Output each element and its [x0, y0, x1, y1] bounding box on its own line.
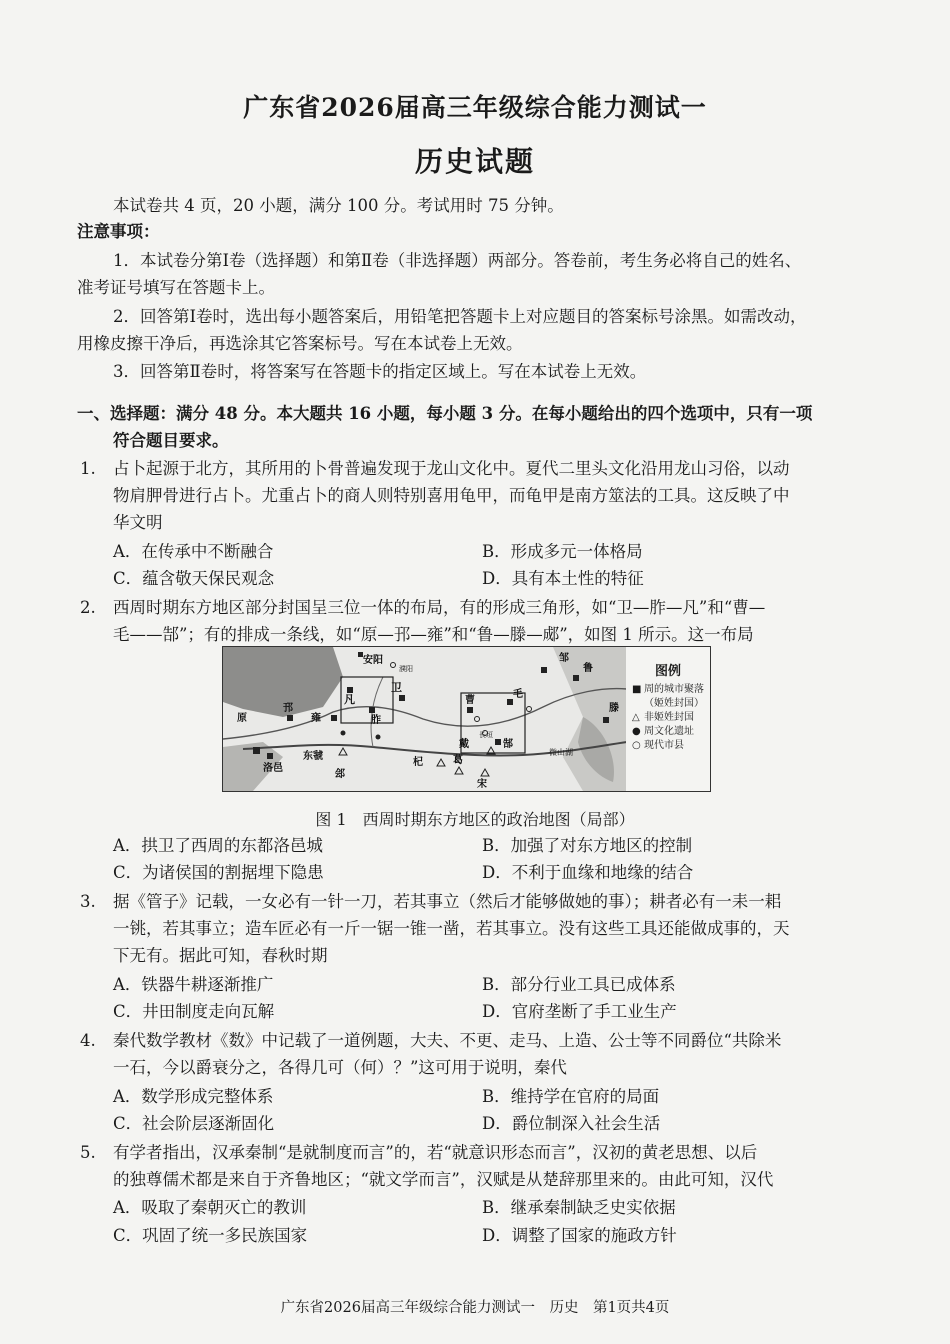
city-marker [267, 753, 273, 759]
question-3-option-c[interactable]: C．井田制度走向瓦解 [113, 1002, 275, 1021]
map-label-gao: 郜 [503, 739, 513, 750]
city-marker [331, 715, 337, 721]
map-label-puyang: 濮阳 [399, 665, 413, 673]
map-label-yu: 邘 [283, 703, 293, 714]
intro-text: 本试卷共 4 页，20 小题，满分 100 分。考试用时 75 分钟。 [113, 196, 564, 215]
question-1-option-d[interactable]: D．具有本土性的特征 [482, 569, 644, 588]
question-1-stem-line: 华文明 [113, 513, 163, 532]
question-3-stem-line: 下无有。据此可知，春秋时期 [113, 946, 328, 965]
question-2-option-a[interactable]: A．拱卫了西周的东都洛邑城 [113, 836, 323, 855]
section-heading-line-1: 一、选择题：满分 48 分。本大题共 16 小题，每小题 3 分。在每小题给出的四个选项中，只有一项 [77, 404, 813, 423]
legend-item: ● 周文化遗址 [632, 726, 694, 737]
question-3-option-b[interactable]: B．部分行业工具已成体系 [482, 975, 676, 994]
question-4-option-b[interactable]: B．维持学在官府的局面 [482, 1087, 660, 1106]
city-marker [253, 747, 260, 754]
non-ji-marker [481, 769, 489, 776]
question-5-option-c[interactable]: C．巩固了统一多民族国家 [113, 1226, 308, 1245]
map-label-qi: 杞 [413, 757, 423, 768]
non-ji-marker [339, 748, 347, 755]
legend-item: ■ 周的城市聚落 [632, 684, 704, 695]
question-2-stem-line: 毛——郜”；有的排成一条线，如“原—邘—雍”和“鲁—滕—郕”，如图 1 所示。这一布局 [113, 625, 754, 644]
question-1-option-b[interactable]: B．形成多元一体格局 [482, 542, 643, 561]
question-5-stem-line: 有学者指出，汉承秦制“是就制度而言”的，若“就意识形态而言”，汉初的黄老思想、以后 [113, 1143, 758, 1162]
question-5-option-a[interactable]: A．吸取了秦朝灭亡的教训 [113, 1198, 307, 1217]
city-marker [467, 707, 473, 713]
map-label-wei: 卫 [391, 681, 402, 694]
section-heading-line-2: 符合题目要求。 [113, 431, 229, 450]
exam-subtitle: 历史试题 [414, 145, 535, 178]
question-4-stem-line: 秦代数学教材《数》中记载了一道例题，大夫、不更、走马、上造、公士等不同爵位“共除米 [113, 1031, 782, 1050]
notice-2-line-1: 2．回答第Ⅰ卷时，选出每小题答案后，用铅笔把答题卡上对应题目的答案标号涂黑。如需改动， [113, 307, 807, 326]
map-label-dongguo: 东虢 [303, 751, 323, 762]
question-2-option-c[interactable]: C．为诸侯国的割据埋下隐患 [113, 863, 324, 882]
figure-1-map [222, 646, 628, 792]
question-4-option-a[interactable]: A．数学形成完整体系 [113, 1087, 274, 1106]
map-label-lu: 鲁 [583, 663, 593, 674]
legend-item: ○ 现代市县 [632, 740, 684, 751]
legend-title: 图例 [654, 664, 681, 679]
map-label-anyang: 安阳 [363, 655, 383, 666]
question-5-number: 5. [80, 1143, 96, 1162]
question-4-option-c[interactable]: C．社会阶层逐渐固化 [113, 1114, 275, 1133]
map-label-zheng: 郐 [335, 769, 345, 780]
city-marker [495, 739, 501, 745]
non-ji-marker [437, 759, 445, 766]
city-marker [287, 715, 293, 721]
map-label-teng: 滕 [609, 703, 619, 714]
map-label-weishan: 微山湖 [549, 748, 573, 757]
map-svg [223, 647, 627, 791]
question-2-stem-line: 西周时期东方地区部分封国呈三位一体的布局，有的形成三角形，如“卫—胙—凡”和“曹— [113, 598, 766, 617]
map-label-dai: 戴 [459, 739, 469, 750]
page-footer: 广东省2026届高三年级综合能力测试一 历史 第1页共4页 [280, 1300, 670, 1316]
question-1-number: 1. [80, 459, 96, 478]
non-ji-marker [455, 767, 463, 774]
zhou-site-marker [376, 735, 381, 740]
city-marker [399, 695, 405, 701]
question-1-stem-line: 物肩胛骨进行占卜。尤重占卜的商人则特别喜用龟甲，而龟甲是南方筮法的工具。这反映了中 [113, 486, 790, 505]
question-5-option-b[interactable]: B．继承秦制缺乏史实依据 [482, 1198, 676, 1217]
exam-title: 广东省2026届高三年级综合能力测试一 [243, 93, 707, 122]
question-2-option-b[interactable]: B．加强了对东方地区的控制 [482, 836, 693, 855]
legend-item: （姬姓封国） [644, 698, 704, 709]
map-label-zuo: 胙 [371, 715, 381, 726]
notice-1-line-2: 准考证号填写在答题卡上。 [77, 278, 275, 297]
question-2-number: 2. [80, 598, 96, 617]
question-3-stem-line: 据《管子》记载，一女必有一针一刀，若其事立（然后才能够做她的事）；耕者必有一耒一耜 [113, 892, 782, 911]
city-marker [603, 717, 609, 723]
map-label-luoyi: 洛邑 [263, 763, 283, 774]
modern-city-marker [391, 663, 396, 668]
map-legend [626, 646, 711, 792]
map-label-yong: 雍 [311, 713, 321, 724]
question-4-stem-line: 一石，今以爵衰分之，各得几可（何）？”这可用于说明，秦代 [113, 1058, 567, 1077]
question-5-option-d[interactable]: D．调整了国家的施政方针 [482, 1226, 677, 1245]
figure-caption: 图 1 西周时期东方地区的政治地图（局部） [315, 810, 635, 829]
map-label-yuan: 原 [237, 713, 247, 724]
notice-2-line-2: 用橡皮擦干净后，再选涂其它答案标号。写在本试卷上无效。 [77, 334, 523, 353]
city-marker [369, 707, 375, 713]
legend-item: △ 非姬姓封国 [632, 712, 694, 723]
modern-city-marker [475, 717, 480, 722]
zhou-site-marker [341, 731, 346, 736]
question-3-number: 3. [80, 892, 96, 911]
map-label-fan: 凡 [344, 693, 355, 706]
map-label-mao: 毛 [513, 689, 523, 700]
map-label-ge: 葛 [453, 755, 463, 766]
city-marker [573, 675, 579, 681]
city-marker [541, 667, 547, 673]
notice-3-line-1: 3．回答第Ⅱ卷时，将答案写在答题卡的指定区域上。写在本试卷上无效。 [113, 362, 647, 381]
question-3-option-a[interactable]: A．铁器牛耕逐渐推广 [113, 975, 274, 994]
question-2-option-d[interactable]: D．不利于血缘和地缘的结合 [482, 863, 694, 882]
notice-title: 注意事项： [77, 222, 160, 241]
question-1-option-c[interactable]: C．蕴含敬天保民观念 [113, 569, 275, 588]
notice-1-line-1: 1．本试卷分第Ⅰ卷（选择题）和第Ⅱ卷（非选择题）两部分。答卷前，考生务必将自己的姓名、 [113, 251, 802, 270]
question-4-number: 4. [80, 1031, 96, 1050]
question-4-option-d[interactable]: D．爵位制深入社会生活 [482, 1114, 661, 1133]
map-label-changyuan: 长垣 [479, 731, 493, 739]
map-label-zou: 邹 [559, 653, 569, 664]
question-5-stem-line: 的独尊儒术都是来自于齐鲁地区；“就文学而言”，汉赋是从楚辞那里来的。由此可知，汉代 [113, 1170, 774, 1189]
question-1-stem-line: 占卜起源于北方，其所用的卜骨普遍发现于龙山文化中。夏代二里头文化沿用龙山习俗，以动 [113, 459, 790, 478]
question-3-stem-line: 一铫，若其事立；造车匠必有一斤一锯一锥一凿，若其事立。没有这些工具还能做成事的，天 [113, 919, 790, 938]
modern-city-marker [527, 707, 532, 712]
map-label-cao: 曹 [465, 695, 475, 706]
question-3-option-d[interactable]: D．官府垄断了手工业生产 [482, 1002, 677, 1021]
map-label-song: 宋 [477, 779, 487, 790]
question-1-option-a[interactable]: A．在传承中不断融合 [113, 542, 274, 561]
